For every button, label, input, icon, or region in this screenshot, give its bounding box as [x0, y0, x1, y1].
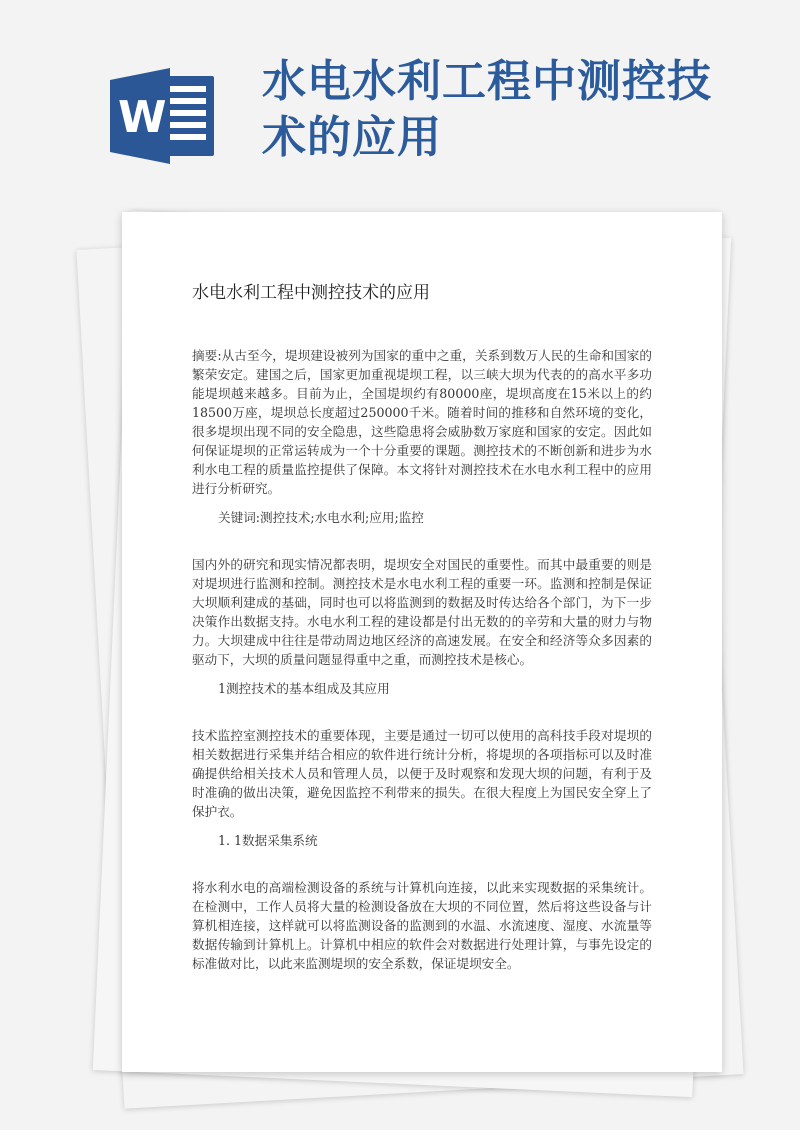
document-title: 水电水利工程中测控技术的应用: [192, 283, 430, 303]
section-1-1-paragraph: 将水利水电的高端检测设备的系统与计算机向连接，以此来实现数据的采集统计。在检测中，工作人员将大量的检测设备放在大坝的不同位置，然后将这些设备与计算机相连接，这样就可以将监测设备的监测到的水温、水流速度、湿度、水流量等数据传输到计算机上。计算机中相应的软件会对数据进行处理计算，与事先设定的标准做对比，以此来监测堤坝的安全系数，保证堤坝安全。: [192, 880, 652, 971]
section-1-1-heading: 1. 1数据采集系统: [218, 833, 318, 848]
document-body: [192, 280, 652, 973]
word-logo-icon: [110, 68, 220, 164]
intro-paragraph: 国内外的研究和现实情况都表明，堤坝安全对国民的重要性。而其中最重要的则是对堤坝进行监测和控制。测控技术是水电水利工程的重要一环。监测和控制是保证大坝顺利建成的基础，同时也可以将监测到的数据及时传达给各个部门，为下一步决策作出数据支持。水电水利工程的建设都是付出无数的的辛劳和大量的财力与物力。大坝建成中往往是带动周边地区经济的高速发展。在安全和经济等众多因素的驱动下，大坝的质量问题显得重中之重，而测控技术是核心。: [192, 557, 652, 667]
keywords-line: 关键词:测控技术;水电水利;应用;监控: [218, 510, 424, 525]
page-title: 水电水利工程中测控技术的应用: [262, 56, 712, 163]
abstract-paragraph: 摘要:从古至今，堤坝建设被列为国家的重中之重，关系到数万人民的生命和国家的繁荣安定。建国之后，国家更加重视堤坝工程，以三峡大坝为代表的的高水平多功能堤坝越来越多。目前为止，全国堤坝约有80000座，堤坝高度在15米以上的约18500万座，堤坝总长度超过250000千米。随着时间的推移和自然环境的变化，很多堤坝出现不同的安全隐患，这些隐患将会威胁数万家庭和国家的安定。因此如何保证堤坝的正常运转成为一个十分重要的课题。测控技术的不断创新和进步为水利水电工程的质量监控提供了保障。本文将针对测控技术在水电水利工程中的应用进行分析研究。: [192, 348, 652, 496]
section-1-paragraph: 技术监控室测控技术的重要体现，主要是通过一切可以使用的高科技手段对堤坝的相关数据进行采集并结合相应的软件进行统计分析，将堤坝的各项指标可以及时准确提供给相关技术人员和管理人员，以便于及时观察和发现大坝的问题，有利于及时准确的做出决策，避免因监控不利带来的损失。在很大程度上为国民安全穿上了保护衣。: [192, 728, 652, 819]
document-page: [122, 212, 722, 1072]
section-1-heading: 1测控技术的基本组成及其应用: [218, 681, 390, 696]
word-logo-letter: W: [118, 92, 167, 143]
